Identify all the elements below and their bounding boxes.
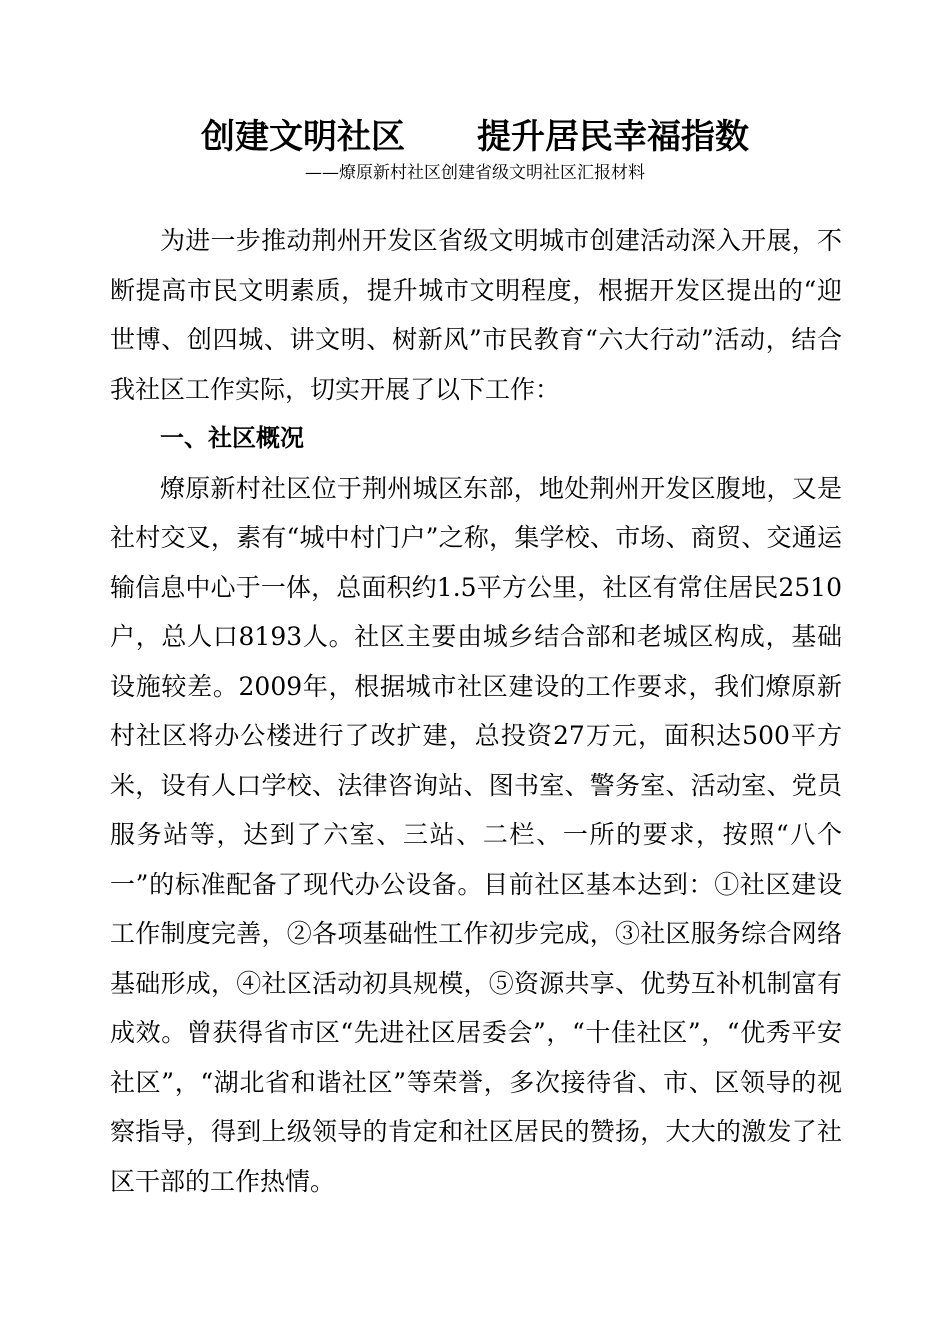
document-subtitle: ——燎原新村社区创建省级文明社区汇报材料 (305, 163, 645, 183)
overview-paragraph: 燎原新村社区位于荆州城区东部，地处荆州开发区腹地，又是社村交叉，素有“城中村门户”之称，集学校、市场、商贸、交通运输信息中心于一体，总面积约1.5平方公里，社区有常住居民2510户，总人口8193人。社区主要由城乡结合部和老城区构成，基础设施较差。2009年，根据城市社区建设的工作要求，我们燎原新村社区将办公楼进行了改扩建，总投资27万元，面积达500平方米，设有人口学校、法律咨询站、图书室、警务室、活动室、党员服务站等，达到了六室、三站、二栏、一所的要求，按照“八个一”的标准配备了现代办公设备。目前社区基本达到：①社区建设工作制度完善，②各项基础性工作初步完成，③社区服务综合网络基础形成，④社区活动初具规模，⑤资源共享、优势互补机制富有成效。曾获得省市区“先进社区居委会”，“十佳社区”，“优秀平安社区”，“湖北省和谐社区”等荣誉，多次接待省、市、区领导的视察指导，得到上级领导的肯定和社区居民的赞扬，大大的激发了社区干部的工作热情。 (110, 473, 842, 1196)
title-part-2: 提升居民幸福指数 (477, 117, 749, 157)
title-part-1: 创建文明社区 (201, 117, 405, 157)
section-heading-overview: 一、社区概况 (160, 424, 304, 452)
document-title (0, 112, 950, 162)
document-body (110, 216, 842, 1206)
intro-paragraph: 为进一步推动荆州开发区省级文明城市创建活动深入开展，不断提高市民文明素质，提升城市文明程度，根据开发区提出的“迎世博、创四城、讲文明、树新风”市民教育“六大行动”活动，结合我社区工作实际，切实开展了以下工作： (110, 226, 842, 404)
